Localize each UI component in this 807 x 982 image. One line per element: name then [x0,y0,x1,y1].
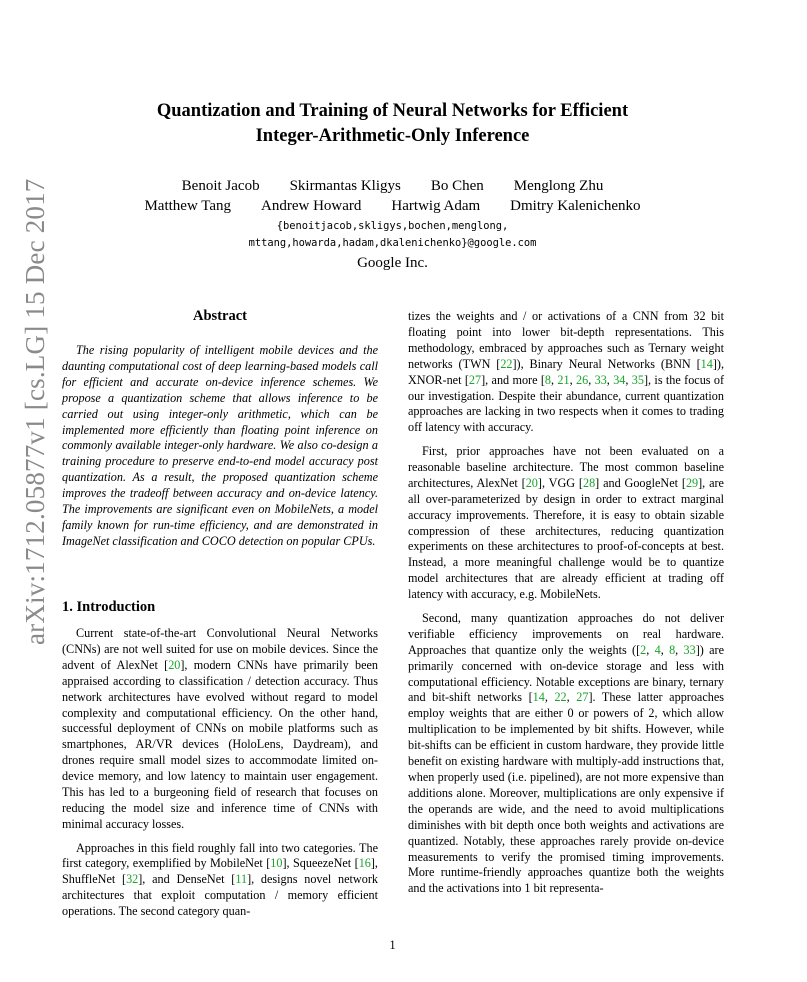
title-line-1: Quantization and Training of Neural Networks for Efficient [156,101,629,121]
title-line-2: Integer-Arithmetic-Only Inference [255,126,530,146]
citation-link[interactable]: 14 [532,690,545,705]
citation-link[interactable]: 34 [613,372,626,387]
author-name: Benoit Jacob [181,178,260,194]
author-name: Menglong Zhu [513,178,604,194]
abstract-paragraph: The rising popularity of intelligent mobile devices and the daunting computational cost of deep learning-based models call for efficient and accurate on-device inference schemes. We propose a quantization scheme that allows inference to be carried out using integer-only arithmetic, which can be implemented more efficiently than floating point inference on commonly available integer-only hardware. We also co-design a training procedure to preserve end-to-end model accuracy post quantization. As a result, the proposed quantization scheme improves the tradeoff between accuracy and on-device latency. The improvements are significant even on MobileNets, a model family known for run-time efficiency, and are demonstrated in ImageNet classification and COCO detection on popular CPUs. [62,343,378,548]
citation-link[interactable]: 33 [594,372,607,387]
citation-link[interactable]: 32 [126,872,139,887]
citation-link[interactable]: 8 [544,372,552,387]
citation-link[interactable]: 10 [270,856,283,871]
affiliation: Google Inc. [357,255,428,271]
author-row-2 [100,196,685,216]
citation-link[interactable]: 4 [654,642,661,657]
paper-title [100,99,685,149]
citation-link[interactable]: 20 [525,475,538,490]
section-heading-introduction: 1. Introduction [62,599,156,615]
citation-link[interactable]: 29 [685,475,699,490]
author-name: Hartwig Adam [391,198,481,214]
citation-link[interactable]: 28 [582,475,596,490]
citation-link[interactable]: 8 [669,642,676,657]
author-emails [100,218,685,252]
citation-link[interactable]: 35 [631,372,644,387]
citation-link[interactable]: 22 [554,690,567,705]
citation-link[interactable]: 14 [700,356,713,371]
author-row-1 [100,176,685,196]
citation-link[interactable]: 26 [576,372,589,387]
intro-paragraph-5: Second, many quantization approaches do not deliver verifiable efficiency improvements on real hardware. Approaches that quantize only the weights ([2, 4, 8, 33]) are primarily concerned with on-device storage and less with computational efficiency. Notable exceptions are binary, ternary and bit-shift networks [14, 22, 27]. These latter approaches employ weights that are either 0 or powers of 2, which allow multiplication to be implemented by bit shifts. However, while bit-shifts can be efficient in custom hardware, they provide little benefit on existing hardware with multiply-add instructions that, when properly used (i.e. pipelined), are not more expensive than additions alone. Moreover, multiplications are only expensive if the operands are wide, and the need to avoid multiplications diminishes with bit depth once both weights and activations are quantized. Notably, these approaches rarely provide on-device measurements to verify the promised timing improvements. More runtime-friendly approaches quantize both the weights and the activations into 1 bit representa- [408,610,725,896]
intro-paragraph-4: First, prior approaches have not been evaluated on a reasonable baseline architecture. The most common baseline architectures, AlexNet [20], VGG [28] and GoogleNet [29], are all over-parameterized by design in order to extract marginal accuracy improvements. Therefore, it is easy to obtain sizable compression of these architectures, reducing quantization experiments on these architectures to proof-of-concepts at best. Instead, a more meaningful challenge would be to quantize model architectures that are already efficient at trading off latency with accuracy, e.g. MobileNets. [408,444,724,602]
citation-link[interactable]: 33 [683,642,696,657]
citation-link[interactable]: 20 [168,657,181,672]
introduction-left-column [62,626,378,920]
email-line-2: mttang,howarda,hadam,dkalenichenko}@google.com [248,237,537,249]
introduction-right-column [408,309,724,897]
page-number: 1 [389,938,396,952]
author-name: Dmitry Kalenichenko [510,198,641,214]
author-name: Matthew Tang [144,198,232,214]
citation-link[interactable]: 2 [640,642,647,657]
intro-paragraph-3: tizes the weights and / or activations of a CNN from 32 bit floating point into lower bit-depth representations. This methodology, embraced by approaches such as Ternary weight networks (TWN [22]), Binary Neural Networks (BNN [14]), XNOR-net [27], and more [8, 21, 26, 33, 34, 35], is the focus of our investigation. Despite their abundance, current quantization approaches are lacking in two respects when it comes to trading off latency with accuracy. [408,309,725,435]
citation-link[interactable]: 11 [235,872,248,887]
email-line-1: {benoitjacob,skligys,bochen,menglong, [276,220,509,232]
citation-link[interactable]: 21 [557,372,570,387]
citation-link[interactable]: 22 [500,356,513,371]
abstract-text [62,343,378,550]
abstract-heading: Abstract [193,308,247,324]
intro-paragraph-1: Current state-of-the-art Convolutional Neural Networks (CNNs) are not well suited for use on mobile devices. Since the advent of AlexNet [20], modern CNNs have primarily been appraised according to classification / detection accuracy. Thus network architectures have evolved without regard to model complexity and computational efficiency. On the other hand, successful deployment of CNNs on mobile platforms such as smartphones, AR/VR devices (HoloLens, Daydream), and drones require small model sizes to accommodate limited on-device memory, and low latency to maintain user engagement. This has led to a burgeoning field of research that focuses on reducing the model size and inference time of CNNs with minimal accuracy losses. [62,626,378,831]
author-name: Andrew Howard [261,198,362,214]
arxiv-identifier: arXiv:1712.05877v1 [cs.LG] 15 Dec 2017 [20,178,50,645]
intro-paragraph-2: Approaches in this field roughly fall into two categories. The first category, exemplified by MobileNet [10], SqueezeNet [16], ShuffleNet [32], and DenseNet [11], designs novel network architectures that exploit computation / memory efficient operations. The second category quan- [62,840,378,919]
author-name: Skirmantas Kligys [289,178,401,194]
citation-link[interactable]: 27 [576,690,589,705]
citation-link[interactable]: 27 [468,372,482,387]
author-list [100,176,685,216]
citation-link[interactable]: 16 [358,856,371,871]
author-name: Bo Chen [430,178,484,194]
